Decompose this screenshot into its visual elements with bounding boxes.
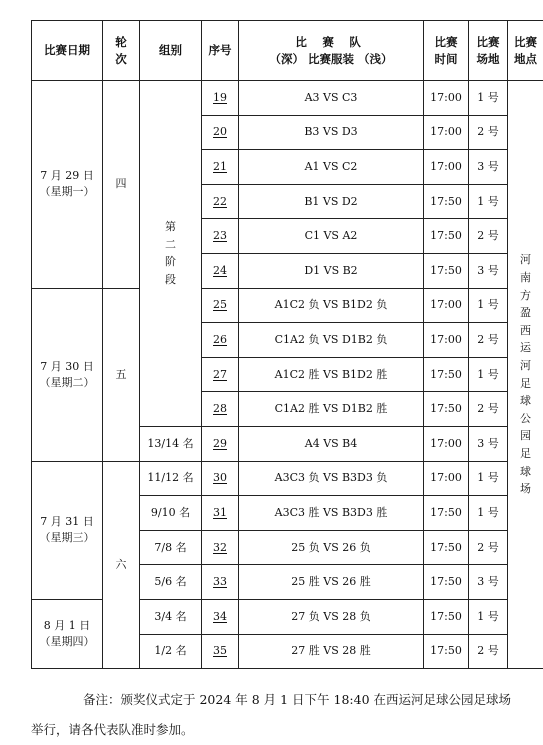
match-teams: C1A2 胜 VS D1B2 胜 bbox=[239, 392, 424, 427]
match-number: 20 bbox=[202, 115, 239, 150]
match-number: 27 bbox=[202, 357, 239, 392]
match-field: 3 号 bbox=[469, 253, 508, 288]
header-teams: 比 赛 队 （深） 比赛服装 （浅） bbox=[239, 21, 424, 81]
match-teams: 25 负 VS 26 负 bbox=[239, 530, 424, 565]
match-time: 17:00 bbox=[424, 323, 469, 358]
match-time: 17:00 bbox=[424, 426, 469, 461]
group-cell: 3/4 名 bbox=[140, 599, 202, 634]
match-time: 17:50 bbox=[424, 599, 469, 634]
match-teams: A1 VS C2 bbox=[239, 150, 424, 185]
group-cell-stage: 第 二 阶 段 bbox=[140, 81, 202, 427]
date-cell: 7 月 29 日 （星期一） bbox=[32, 81, 103, 289]
match-field: 2 号 bbox=[469, 219, 508, 254]
match-field: 2 号 bbox=[469, 392, 508, 427]
match-number: 26 bbox=[202, 323, 239, 358]
match-teams: 27 胜 VS 28 胜 bbox=[239, 634, 424, 669]
match-number: 24 bbox=[202, 253, 239, 288]
match-time: 17:50 bbox=[424, 496, 469, 531]
match-field: 1 号 bbox=[469, 599, 508, 634]
match-teams: C1A2 负 VS D1B2 负 bbox=[239, 323, 424, 358]
header-venue: 比赛 地点 bbox=[508, 21, 543, 81]
group-cell: 1/2 名 bbox=[140, 634, 202, 669]
venue-cell: 河 南 方 盈 西 运 河 足 球 公 园 足 球 场 bbox=[508, 81, 543, 669]
date-cell: 7 月 30 日 （星期二） bbox=[32, 288, 103, 461]
schedule-table bbox=[31, 20, 543, 669]
match-teams: A1C2 负 VS B1D2 负 bbox=[239, 288, 424, 323]
remark-note: 备注：颁奖仪式定于 2024 年 8 月 1 日下午 18:40 在西运河足球公园足球场举行，请各代表队准时参加。 bbox=[31, 685, 523, 745]
match-teams: C1 VS A2 bbox=[239, 219, 424, 254]
match-number: 28 bbox=[202, 392, 239, 427]
match-number: 23 bbox=[202, 219, 239, 254]
header-group: 组别 bbox=[140, 21, 202, 81]
match-number: 22 bbox=[202, 184, 239, 219]
match-number: 31 bbox=[202, 496, 239, 531]
match-number: 29 bbox=[202, 426, 239, 461]
match-field: 1 号 bbox=[469, 288, 508, 323]
match-field: 1 号 bbox=[469, 184, 508, 219]
match-time: 17:50 bbox=[424, 392, 469, 427]
match-teams: B3 VS D3 bbox=[239, 115, 424, 150]
date-cell: 7 月 31 日 （星期三） bbox=[32, 461, 103, 599]
match-number: 21 bbox=[202, 150, 239, 185]
match-number: 30 bbox=[202, 461, 239, 496]
round-cell: 五 bbox=[103, 288, 140, 461]
table-row bbox=[32, 81, 543, 116]
round-cell: 六 bbox=[103, 461, 140, 669]
match-time: 17:00 bbox=[424, 150, 469, 185]
match-teams: 27 负 VS 28 负 bbox=[239, 599, 424, 634]
date-cell: 8 月 1 日 （星期四） bbox=[32, 599, 103, 668]
match-time: 17:00 bbox=[424, 288, 469, 323]
match-field: 3 号 bbox=[469, 565, 508, 600]
match-number: 19 bbox=[202, 81, 239, 116]
match-field: 2 号 bbox=[469, 323, 508, 358]
match-teams: A4 VS B4 bbox=[239, 426, 424, 461]
match-time: 17:00 bbox=[424, 461, 469, 496]
match-field: 1 号 bbox=[469, 81, 508, 116]
match-teams: A3C3 胜 VS B3D3 胜 bbox=[239, 496, 424, 531]
match-teams: A1C2 胜 VS B1D2 胜 bbox=[239, 357, 424, 392]
match-field: 2 号 bbox=[469, 634, 508, 669]
group-cell: 9/10 名 bbox=[140, 496, 202, 531]
match-teams: A3C3 负 VS B3D3 负 bbox=[239, 461, 424, 496]
group-cell: 13/14 名 bbox=[140, 426, 202, 461]
header-time: 比赛 时间 bbox=[424, 21, 469, 81]
header-date: 比赛日期 bbox=[32, 21, 103, 81]
group-cell: 11/12 名 bbox=[140, 461, 202, 496]
match-time: 17:00 bbox=[424, 115, 469, 150]
round-cell: 四 bbox=[103, 81, 140, 289]
match-field: 3 号 bbox=[469, 426, 508, 461]
match-field: 1 号 bbox=[469, 461, 508, 496]
group-cell: 7/8 名 bbox=[140, 530, 202, 565]
match-time: 17:50 bbox=[424, 634, 469, 669]
match-field: 3 号 bbox=[469, 150, 508, 185]
match-time: 17:50 bbox=[424, 219, 469, 254]
match-time: 17:00 bbox=[424, 81, 469, 116]
match-time: 17:50 bbox=[424, 357, 469, 392]
match-number: 32 bbox=[202, 530, 239, 565]
header-row bbox=[32, 21, 543, 81]
match-number: 35 bbox=[202, 634, 239, 669]
match-teams: A3 VS C3 bbox=[239, 81, 424, 116]
table-row bbox=[32, 461, 543, 496]
match-field: 2 号 bbox=[469, 115, 508, 150]
table-row bbox=[32, 288, 543, 323]
match-field: 1 号 bbox=[469, 496, 508, 531]
match-number: 25 bbox=[202, 288, 239, 323]
group-cell: 5/6 名 bbox=[140, 565, 202, 600]
match-field: 2 号 bbox=[469, 530, 508, 565]
header-number: 序号 bbox=[202, 21, 239, 81]
match-teams: D1 VS B2 bbox=[239, 253, 424, 288]
header-round: 轮 次 bbox=[103, 21, 140, 81]
match-teams: 25 胜 VS 26 胜 bbox=[239, 565, 424, 600]
match-number: 33 bbox=[202, 565, 239, 600]
match-time: 17:50 bbox=[424, 565, 469, 600]
match-field: 1 号 bbox=[469, 357, 508, 392]
match-time: 17:50 bbox=[424, 253, 469, 288]
match-time: 17:50 bbox=[424, 530, 469, 565]
match-teams: B1 VS D2 bbox=[239, 184, 424, 219]
header-field: 比赛 场地 bbox=[469, 21, 508, 81]
match-time: 17:50 bbox=[424, 184, 469, 219]
match-number: 34 bbox=[202, 599, 239, 634]
